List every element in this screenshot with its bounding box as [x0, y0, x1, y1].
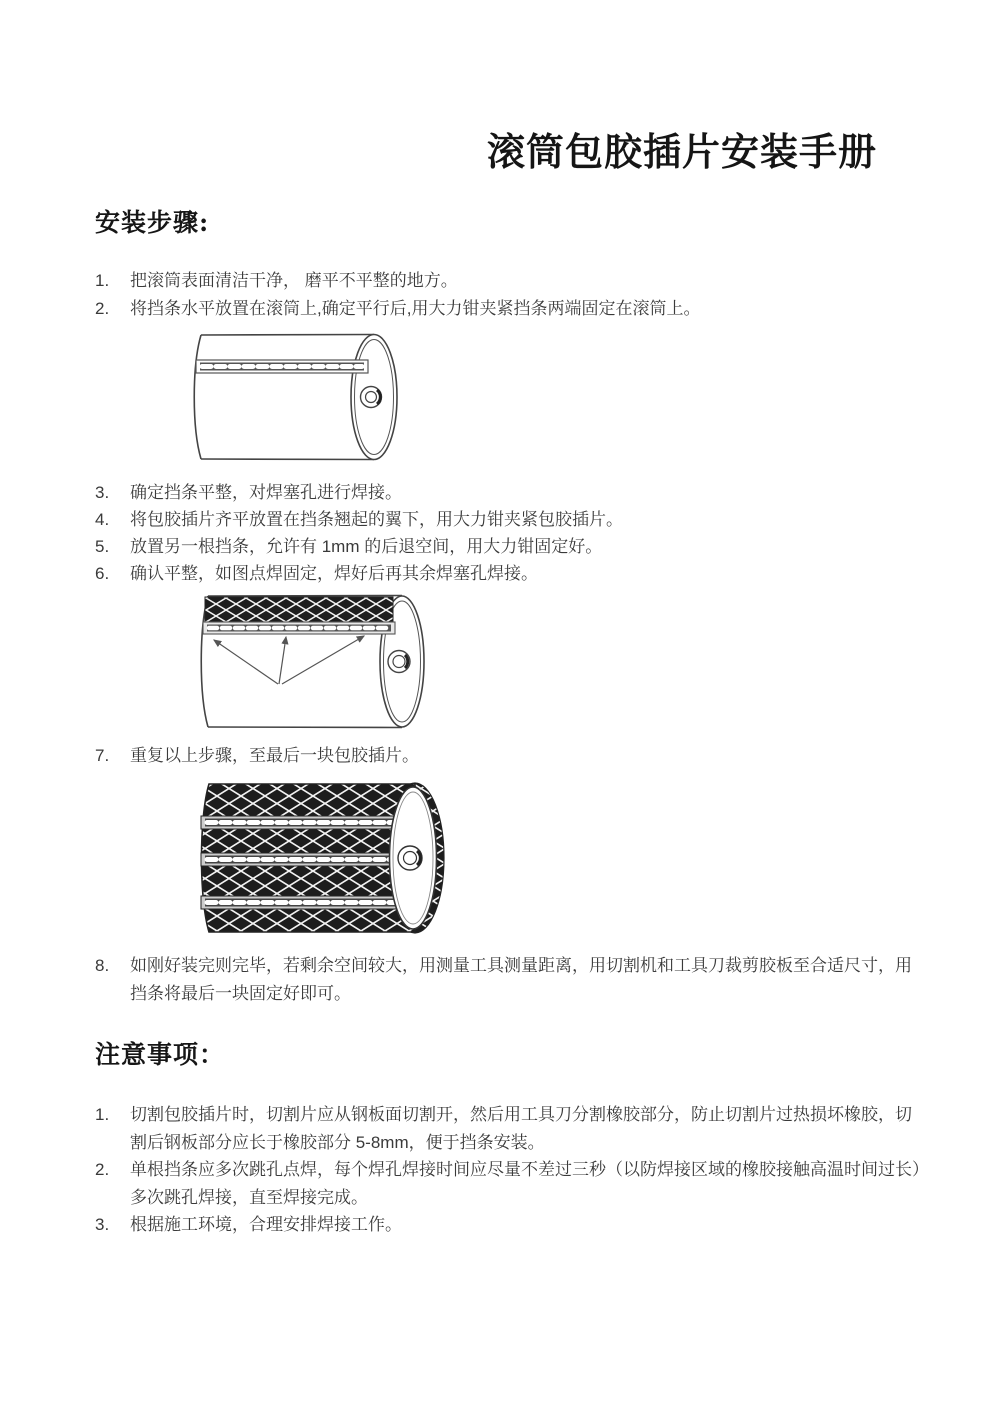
- roller-drawing-2: [196, 592, 430, 734]
- step-item-8: [95, 952, 927, 1008]
- note-text: 切割包胶插片时，切割片应从钢板面切割开，然后用工具刀分割橡胶部分，防止切割片过热损坏橡胶，切割后钢板部分应长于橡胶部分 5-8mm，便于挡条安装。: [130, 1105, 912, 1152]
- roller-drawing-3: [193, 781, 447, 937]
- figure-roller-with-clamp-bar: [188, 330, 402, 466]
- note-item-2: [95, 1156, 927, 1212]
- step-text: 把滚筒表面清洁干净， 磨平不平整的地方。: [130, 271, 458, 290]
- step-item-7: [95, 742, 927, 770]
- step-text: 如刚好装完则完毕，若剩余空间较大，用测量工具测量距离，用切割机和工具刀裁剪胶板至合适尺寸，用挡条将最后一块固定好即可。: [130, 956, 912, 1003]
- note-item-3: [95, 1211, 927, 1239]
- figure-roller-insert-weld-arrows: [196, 592, 430, 734]
- step-number: 2.: [95, 299, 110, 318]
- step-text: 将挡条水平放置在滚筒上,确定平行后,用大力钳夹紧挡条两端固定在滚筒上。: [130, 299, 701, 318]
- note-number: 1.: [95, 1105, 110, 1124]
- step-number: 7.: [95, 746, 110, 765]
- section-heading-install-steps: 安装步骤:: [95, 208, 210, 237]
- step-number: 4.: [95, 510, 110, 529]
- step-item-5: [95, 533, 927, 561]
- page-title: 滚筒包胶插片安装手册: [487, 129, 878, 174]
- step-number: 5.: [95, 537, 110, 556]
- section-heading-notes: 注意事项：: [95, 1040, 226, 1069]
- note-text: 根据施工环境，合理安排焊接工作。: [130, 1215, 402, 1234]
- step-text: 确定挡条平整，对焊塞孔进行焊接。: [130, 483, 402, 502]
- note-number: 3.: [95, 1215, 110, 1234]
- step-text: 将包胶插片齐平放置在挡条翘起的翼下，用大力钳夹紧包胶插片。: [130, 510, 623, 529]
- step-number: 1.: [95, 271, 110, 290]
- step-item-6: [95, 560, 927, 588]
- note-number: 2.: [95, 1160, 110, 1179]
- step-number: 6.: [95, 564, 110, 583]
- step-text: 放置另一根挡条，允许有 1mm 的后退空间，用大力钳固定好。: [130, 537, 603, 556]
- step-item-4: [95, 506, 927, 534]
- note-text: 单根挡条应多次跳孔点焊，每个焊孔焊接时间应尽量不差过三秒（以防焊接区域的橡胶接触高温时间过长）多次跳孔焊接，直至焊接完成。: [130, 1160, 921, 1207]
- step-item-3: [95, 479, 927, 507]
- step-text: 确认平整，如图点焊固定，焊好后再其余焊塞孔焊接。: [130, 564, 538, 583]
- step-item-2: [95, 295, 927, 323]
- note-item-1: [95, 1101, 927, 1157]
- roller-drawing-1: [188, 330, 402, 466]
- step-text: 重复以上步骤，至最后一块包胶插片。: [130, 746, 419, 765]
- step-number: 3.: [95, 483, 110, 502]
- step-item-1: [95, 267, 927, 295]
- step-number: 8.: [95, 956, 110, 975]
- figure-roller-fully-covered: [193, 781, 447, 937]
